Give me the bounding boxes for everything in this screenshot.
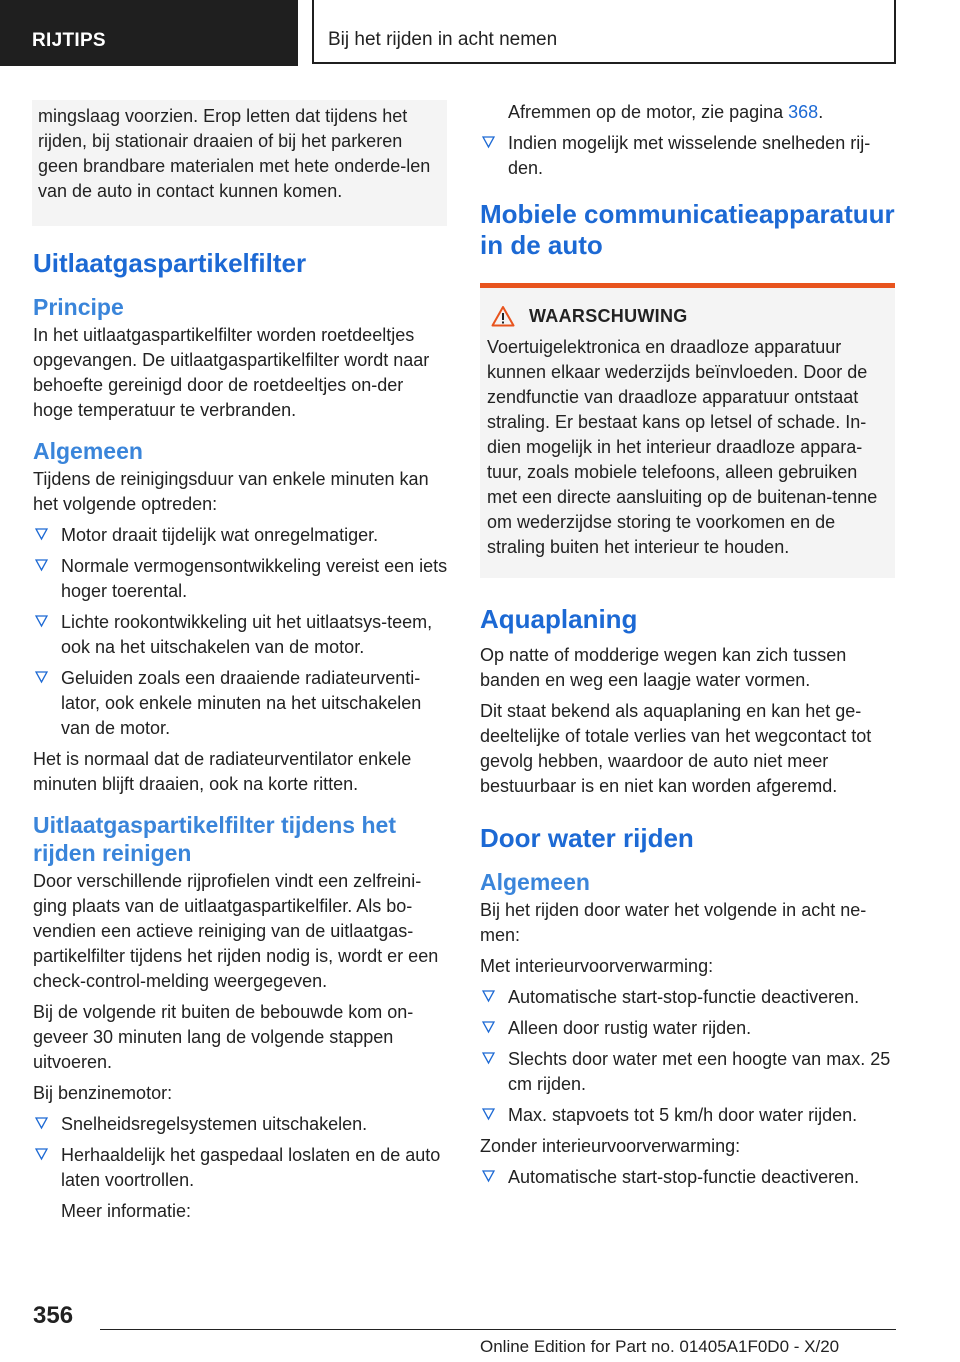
right-column <box>480 100 895 1196</box>
heading-aquaplaning: Aquaplaning <box>480 604 638 634</box>
met-voorverwarming-paragraph: Met interieurvoorverwarming: <box>480 956 714 976</box>
warning-triangle-icon <box>491 305 515 327</box>
heading-door-water-rijden: Door water rijden <box>480 823 694 853</box>
list-item: Herhaaldelijk het gaspedaal loslaten en de auto laten voortrollen. <box>33 1143 448 1193</box>
heading-mobiele-communicatie: Mobiele communicatieapparatuur in de auto <box>480 199 895 260</box>
benzine-paragraph: Bij benzinemotor: <box>33 1083 173 1103</box>
heading-algemeen-2: Algemeen <box>480 869 590 895</box>
heading-uitlaatgaspartikelfilter: Uitlaatgaspartikelfilter <box>33 248 307 278</box>
triangle-bullet-icon <box>35 528 48 541</box>
left-column <box>33 100 448 1230</box>
list-item: Max. stapvoets tot 5 km/h door water rijden. <box>480 1103 895 1128</box>
warning-text: Voertuigelektronica en draadloze apparatuur kunnen elkaar wederzijds beïnvloeden. Door de zendfunctie van draadloze apparatuur ontstaat straling. Er bestaat kans op letsel of schade. In‐dien mogelijk in het interieur draadloze appara‐tuur, zoals mobiele telefoons, alleen gebruiken met een directe aansluiting op de buitenan‐tenne om wederzijdse storing te voorkomen en de straling buiten het interieur te houden. <box>487 337 878 557</box>
normaal-paragraph: Het is normaal dat de radiateurventilator enkele minuten blijft draaien, ook na korte ritten. <box>33 749 412 794</box>
reinigen-paragraph: Door verschillende rijprofielen vindt een zelfreini‐ging plaats van de uitlaatgaspartikelfiler. Als bo‐vendien een actieve reiniging van de uitlaatgas‐partikelfilter tijdens het rijden nodig is, wordt er een check-control-melding weergegeven. <box>33 871 439 991</box>
triangle-bullet-icon <box>35 1148 48 1161</box>
heading-reinigen: Uitlaatgaspartikelfilter tijdens het rijden reinigen <box>33 812 396 866</box>
edition-text: Online Edition for Part no. 01405A1F0D0 - X/20 <box>480 1337 840 1356</box>
snelheden-list <box>480 131 895 181</box>
section-title: RIJTIPS <box>0 0 298 66</box>
warning-header <box>487 305 885 327</box>
triangle-bullet-icon <box>482 1170 495 1183</box>
warning-bar <box>480 283 895 288</box>
list-item: Slechts door water met een hoogte van max. 25 cm rijden. <box>480 1047 895 1097</box>
triangle-bullet-icon <box>35 1117 48 1130</box>
algemeen-list <box>33 523 448 741</box>
page-number: 356 <box>33 1302 74 1329</box>
triangle-bullet-icon <box>482 990 495 1003</box>
algemeen-paragraph: Tijdens de reinigingsduur van enkele minuten kan het volgende optreden: <box>33 469 429 514</box>
meer-informatie: Meer informatie: <box>61 1201 192 1221</box>
footer-divider <box>100 1329 896 1330</box>
rit-paragraph: Bij de volgende rit buiten de bebouwde kom on‐geveer 30 minuten lang de volgende stappen uitvoeren. <box>33 1002 414 1072</box>
list-item: Normale vermogensontwikkeling vereist een iets hoger toerental. <box>33 554 448 604</box>
triangle-bullet-icon <box>482 1052 495 1065</box>
chapter-title: Bij het rijden in acht nemen <box>312 0 896 64</box>
warning-title: WAARSCHUWING <box>529 305 688 326</box>
zonder-voorverwarming-paragraph: Zonder interieurvoorverwarming: <box>480 1136 741 1156</box>
water-paragraph: Bij het rijden door water het volgende in acht ne‐men: <box>480 900 867 945</box>
page-link-368[interactable]: 368 <box>788 102 819 122</box>
list-item: Automatische start-stop-functie deactiveren. <box>480 985 895 1010</box>
principe-paragraph: In het uitlaatgaspartikelfilter worden roetdeeltjes opgevangen. De uitlaatgaspartikelfilter wordt naar behoefte gereinigd door de roetdeeltjes on‐der hoge temperatuur te verbranden. <box>33 325 430 420</box>
heading-principe: Principe <box>33 294 124 320</box>
list-item: Automatische start-stop-functie deactiveren. <box>480 1165 895 1190</box>
met-voorverwarming-list <box>480 985 895 1128</box>
list-item: Alleen door rustig water rijden. <box>480 1016 895 1041</box>
list-item: Motor draait tijdelijk wat onregelmatiger. <box>33 523 448 548</box>
heading-algemeen: Algemeen <box>33 438 143 464</box>
aquaplaning-paragraph-2: Dit staat bekend als aquaplaning en kan het ge‐deeltelijke of totale verlies van het wegcontact tot gevolg hebben, waardoor de auto niet meer bestuurbaar is en niet kan worden afgeremd. <box>480 701 872 796</box>
triangle-bullet-icon <box>482 1021 495 1034</box>
page-header <box>0 0 960 66</box>
triangle-bullet-icon <box>35 559 48 572</box>
warning-box <box>480 283 895 578</box>
triangle-bullet-icon <box>35 615 48 628</box>
triangle-bullet-icon <box>482 1108 495 1121</box>
triangle-bullet-icon <box>482 136 495 149</box>
afremmen-paragraph: Afremmen op de motor, zie pagina 368. <box>508 102 824 122</box>
aquaplaning-paragraph-1: Op natte of modderige wegen kan zich tussen banden en weg een laagje water vormen. <box>480 645 847 690</box>
intro-paragraph: mingslaag voorzien. Erop letten dat tijdens het rijden, bij stationair draaien of bij het parkeren geen brandbare materialen met hete onderde‐len van de auto in contact kunnen komen. <box>38 106 431 201</box>
zonder-voorverwarming-list <box>480 1165 895 1190</box>
continued-warning-box <box>32 100 447 226</box>
triangle-bullet-icon <box>35 671 48 684</box>
list-item: Snelheidsregelsystemen uitschakelen. <box>33 1112 448 1137</box>
list-item: Lichte rookontwikkeling uit het uitlaatsys‐teem, ook na het uitschakelen van de motor. <box>33 610 448 660</box>
list-item: Geluiden zoals een draaiende radiateurventi‐lator, ook enkele minuten na het uitschakelen van de motor. <box>33 666 448 741</box>
benzine-list <box>33 1112 448 1193</box>
list-item: Indien mogelijk met wisselende snelheden rij‐den. <box>480 131 895 181</box>
